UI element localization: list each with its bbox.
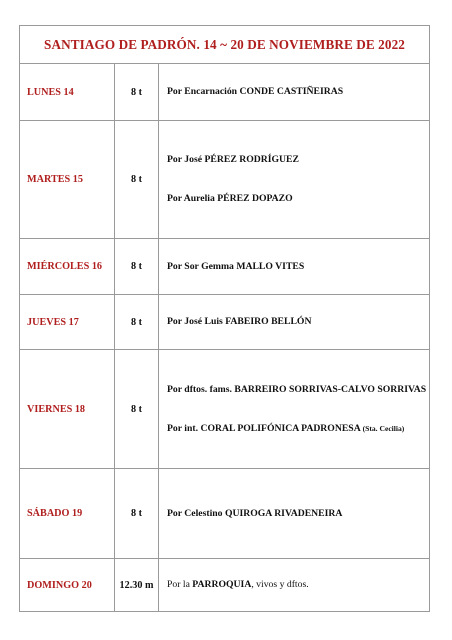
time-label: 8 t (115, 64, 159, 120)
intention-line (167, 579, 429, 591)
intention-name: BARREIRO SORRIVAS-CALVO SORRIVAS (234, 383, 427, 395)
intention-line (167, 86, 429, 98)
intention-line (167, 261, 429, 273)
intention-cell (159, 350, 429, 468)
intention-name: PÉREZ RODRÍGUEZ (204, 154, 299, 165)
time-label: 8 t (115, 295, 159, 349)
schedule-row-lunes (20, 64, 429, 121)
intention-prefix: Por la (167, 579, 193, 590)
intention-cell (159, 469, 429, 558)
intention-cell (159, 239, 429, 294)
time-label: 12.30 m (115, 559, 159, 611)
time-label: 8 t (115, 469, 159, 558)
intention-name: CONDE CASTIÑEIRAS (239, 86, 344, 97)
time-label: 8 t (115, 239, 159, 294)
intention-prefix: Por Sor Gemma (167, 260, 237, 272)
mass-schedule-sheet (19, 25, 430, 612)
intention-line (167, 316, 429, 328)
intention-cell (159, 64, 429, 120)
intention-prefix: Por Celestino (167, 507, 225, 519)
schedule-row-domingo (20, 559, 429, 611)
time-label: 8 t (115, 121, 159, 238)
intention-prefix: Por int. (167, 422, 201, 434)
intention-line (167, 193, 429, 205)
day-label: SÁBADO 19 (20, 469, 115, 558)
intention-prefix: Por José Luis (167, 316, 226, 327)
schedule-row-sabado (20, 469, 429, 559)
intention-cell (159, 559, 429, 611)
schedule-title: SANTIAGO DE PADRÓN. 14 ~ 20 DE NOVIEMBRE DE 2022 (20, 26, 429, 64)
intention-cell (159, 295, 429, 349)
intention-cell (159, 121, 429, 238)
intention-prefix: Por Aurelia (167, 193, 218, 204)
schedule-row-viernes (20, 350, 429, 469)
intention-suffix: (Sta. Cecilia) (360, 423, 405, 433)
schedule-row-jueves (20, 295, 429, 350)
intention-name: QUIROGA RIVADENEIRA (224, 507, 343, 519)
intention-prefix: Por dftos. fams. (167, 383, 235, 395)
day-label: DOMINGO 20 (20, 559, 115, 611)
intention-name: FABEIRO BELLÓN (225, 316, 312, 327)
intention-suffix: , vivos y dftos. (251, 579, 309, 590)
day-label: JUEVES 17 (20, 295, 115, 349)
day-label: VIERNES 18 (20, 350, 115, 468)
intention-line (167, 423, 429, 435)
intention-prefix: Por Encarnación (167, 86, 240, 97)
intention-name: MALLO VITES (236, 260, 305, 272)
intention-name: PÉREZ DOPAZO (217, 193, 293, 204)
day-label: MIÉRCOLES 16 (20, 239, 115, 294)
schedule-row-miercoles (20, 239, 429, 295)
intention-name: CORAL POLIFÓNICA PADRONESA (200, 422, 361, 434)
intention-name: PARROQUIA (192, 579, 252, 590)
intention-line (167, 508, 429, 520)
day-label: LUNES 14 (20, 64, 115, 120)
intention-line (167, 384, 429, 396)
intention-prefix: Por José (167, 154, 205, 165)
time-label: 8 t (115, 350, 159, 468)
intention-line (167, 154, 429, 166)
schedule-row-martes (20, 121, 429, 239)
day-label: MARTES 15 (20, 121, 115, 238)
